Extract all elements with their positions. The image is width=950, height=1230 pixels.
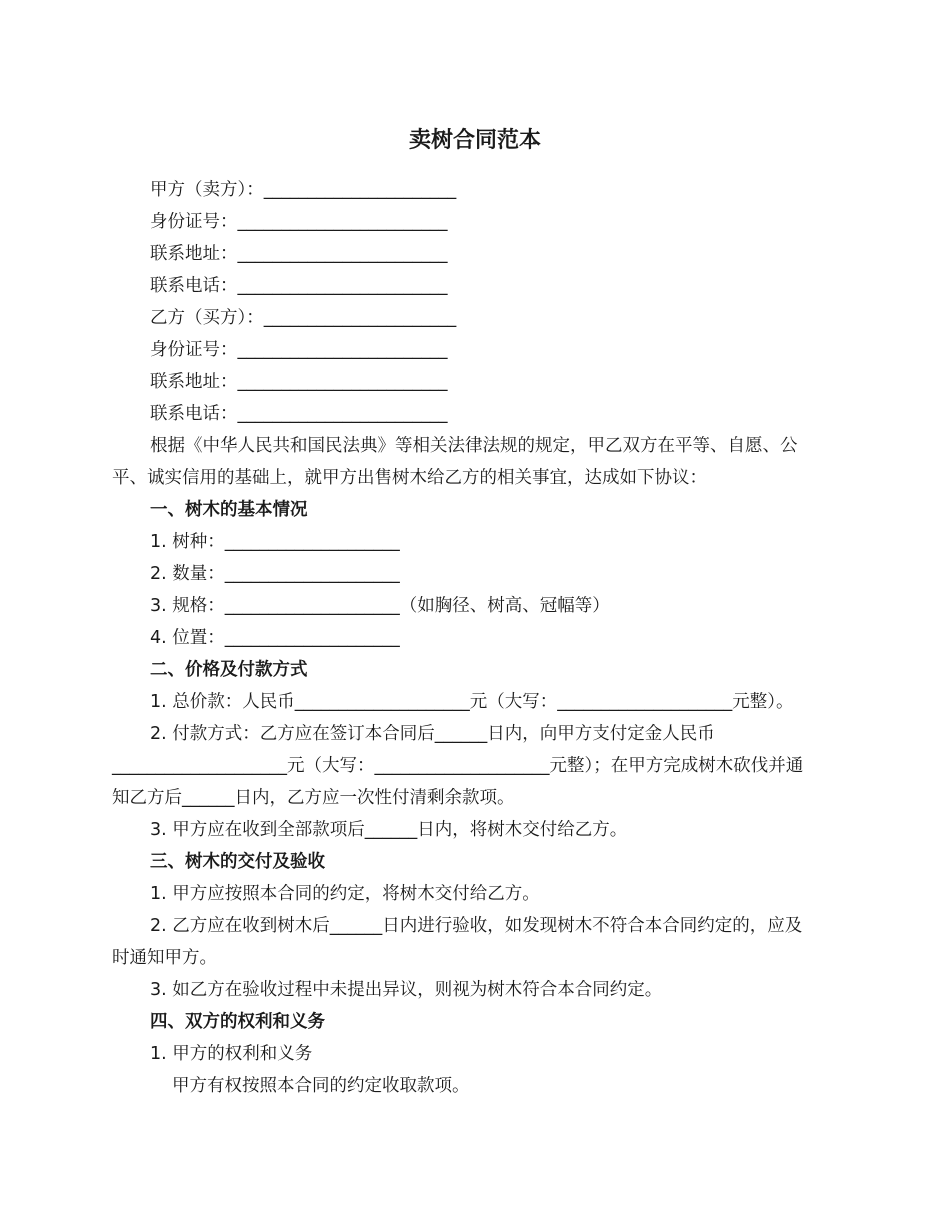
section-1-item-2: 2. 数量：____________________ xyxy=(150,564,400,584)
section-3-item-3: 3. 如乙方在验收过程中未提出异议，则视为树木符合本合同约定。 xyxy=(150,980,663,1000)
section-1-item-1: 1. 树种：____________________ xyxy=(150,532,400,552)
party-b-phone: 联系电话：________________________ xyxy=(150,404,448,424)
section-3-item-2-line-1: 2. 乙方应在收到树木后______日内进行验收，如发现树木不符合本合同约定的，应及 xyxy=(150,916,803,936)
party-b-address: 联系地址：________________________ xyxy=(150,372,448,392)
section-2-item-2-line-3: 知乙方后______日内，乙方应一次性付清剩余款项。 xyxy=(112,788,515,808)
section-1-item-3: 3. 规格：____________________（如胸径、树高、冠幅等） xyxy=(150,596,610,616)
section-3-item-1: 1. 甲方应按照本合同的约定，将树木交付给乙方。 xyxy=(150,884,540,904)
party-a-id: 身份证号：________________________ xyxy=(150,212,448,232)
party-b-label: 乙方（买方）：______________________ xyxy=(150,308,457,328)
section-4-item-1: 1. 甲方的权利和义务 xyxy=(150,1044,313,1064)
party-a-label: 甲方（卖方）：______________________ xyxy=(150,180,457,200)
section-1-item-4: 4. 位置：____________________ xyxy=(150,628,400,648)
section-2-item-3: 3. 甲方应在收到全部款项后______日内，将树木交付给乙方。 xyxy=(150,820,628,840)
document-title: 卖树合同范本 xyxy=(408,128,541,153)
section-2-item-2-line-1: 2. 付款方式：乙方应在签订本合同后______日内，向甲方支付定金人民币 xyxy=(150,724,715,744)
section-3-heading: 三、树木的交付及验收 xyxy=(150,852,325,872)
section-4-heading: 四、双方的权利和义务 xyxy=(150,1012,325,1032)
section-2-heading: 二、价格及付款方式 xyxy=(150,660,308,680)
section-4-item-1-text: 甲方有权按照本合同的约定收取款项。 xyxy=(172,1076,470,1096)
preamble-line-1: 根据《中华人民共和国民法典》等相关法律法规的规定，甲乙双方在平等、自愿、公 xyxy=(150,436,798,456)
section-2-item-1: 1. 总价款：人民币____________________元（大写：____________________元整）。 xyxy=(150,692,794,712)
party-a-phone: 联系电话：________________________ xyxy=(150,276,448,296)
party-b-id: 身份证号：________________________ xyxy=(150,340,448,360)
party-a-address: 联系地址：________________________ xyxy=(150,244,448,264)
preamble-line-2: 平、诚实信用的基础上，就甲方出售树木给乙方的相关事宜，达成如下协议： xyxy=(112,468,707,488)
section-2-item-2-line-2: ____________________元（大写：____________________元整）；在甲方完成树木砍伐并通 xyxy=(112,756,804,776)
section-1-heading: 一、树木的基本情况 xyxy=(150,500,308,520)
section-3-item-2-line-2: 时通知甲方。 xyxy=(112,948,217,968)
